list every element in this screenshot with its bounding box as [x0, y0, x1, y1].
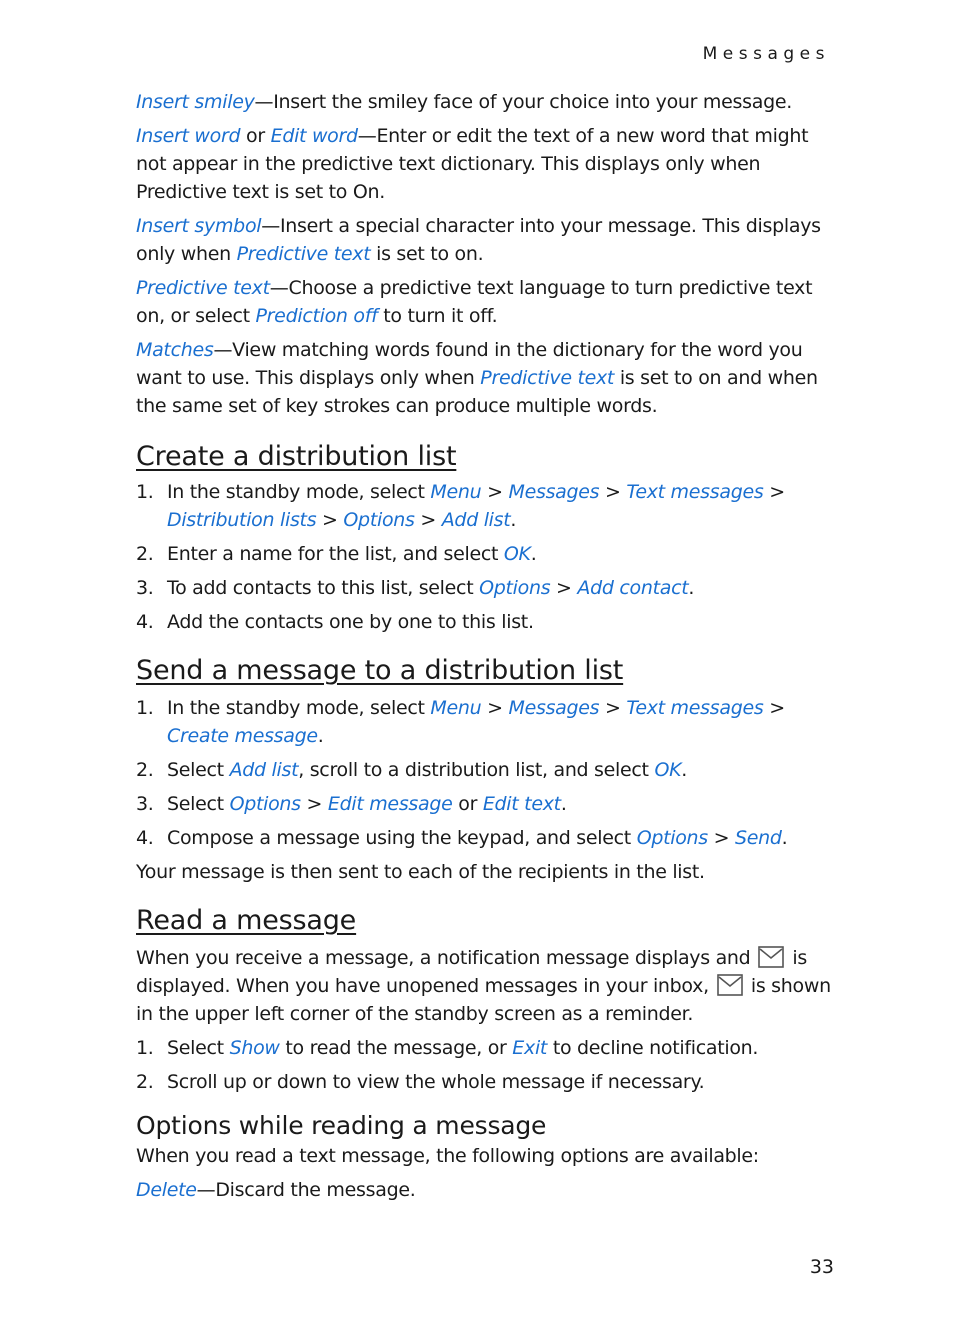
softkey-ok: OK [654, 759, 682, 781]
term-matches: Matches [136, 339, 214, 361]
menu-path-options: Options [479, 577, 551, 599]
page-content [136, 88, 834, 1210]
path-separator: > [414, 509, 442, 531]
option-description: —Insert a special character into your message. This displays only when [136, 215, 821, 265]
send-footer-text: Your message is then sent to each of the recipients in the list. [136, 861, 705, 883]
options-intro: When you read a text message, the following options are available: [136, 1145, 759, 1167]
path-separator: > [481, 481, 509, 503]
menu-path-options: Options [636, 827, 708, 849]
list-item [136, 478, 834, 534]
option-description-end: to turn it off. [377, 305, 498, 327]
path-separator: > [550, 577, 578, 599]
menu-path-messages: Messages [508, 481, 600, 503]
option-matches [136, 336, 834, 420]
term-insert-word: Insert word [136, 125, 241, 147]
option-description: —View matching words found in the dictionary for the word you want to use. This displays only when [136, 339, 803, 389]
menu-path-menu: Menu [430, 481, 482, 503]
list-item [136, 1034, 834, 1062]
step-text: Compose a message using the keypad, and select [167, 827, 637, 849]
menu-path-add-list: Add list [441, 509, 511, 531]
option-description: —Enter or edit the text of a new word that might not appear in the predictive text dictionary. This displays only when Predictive text is set to On. [136, 125, 809, 203]
menu-path-add-contact: Add contact [577, 577, 689, 599]
term-insert-symbol: Insert symbol [136, 215, 262, 237]
path-separator: > [481, 697, 509, 719]
term-prediction-off: Prediction off [255, 305, 378, 327]
list-item [136, 608, 834, 636]
step-text-end: . [781, 827, 788, 849]
step-text: To add contacts to this list, select [167, 577, 480, 599]
step-number: 4. [136, 827, 154, 849]
step-number: 3. [136, 793, 154, 815]
step-text: to read the message, or [279, 1037, 513, 1059]
softkey-ok: OK [503, 543, 531, 565]
option-description: —Discard the message. [196, 1179, 416, 1201]
step-number: 2. [136, 1071, 154, 1093]
path-separator: > [763, 481, 785, 503]
step-number: 2. [136, 759, 154, 781]
menu-path-send: Send [735, 827, 782, 849]
path-separator: > [599, 697, 627, 719]
read-steps-list [136, 1034, 834, 1096]
option-description: —Insert the smiley face of your choice into your message. [254, 91, 792, 113]
read-paragraph [136, 944, 834, 1028]
read-text: When you receive a message, a notification message displays and [136, 947, 751, 969]
option-description-end: is set to on and when the same set of key strokes can produce multiple words. [136, 367, 818, 417]
term-delete: Delete [136, 1179, 197, 1201]
menu-path-text-messages: Text messages [626, 697, 764, 719]
path-separator: > [300, 793, 328, 815]
step-number: 1. [136, 697, 154, 719]
step-text: Select [167, 759, 230, 781]
list-item [136, 824, 834, 852]
path-separator: > [599, 481, 627, 503]
softkey-show: Show [229, 1037, 280, 1059]
option-insert-smiley [136, 88, 834, 116]
list-item [136, 540, 834, 568]
step-number: 1. [136, 481, 154, 503]
step-text-end: . [688, 577, 695, 599]
step-number: 3. [136, 577, 154, 599]
menu-path-distribution-lists: Distribution lists [167, 509, 317, 531]
step-text: , scroll to a distribution list, and select [298, 759, 655, 781]
read-text: is displayed. When you have unopened messages in your inbox, [136, 947, 807, 997]
running-title: Messages [702, 44, 830, 64]
step-number: 4. [136, 611, 154, 633]
path-separator: > [763, 697, 785, 719]
menu-path-add-list: Add list [229, 759, 299, 781]
menu-path-create-message: Create message [167, 725, 318, 747]
menu-path-options: Options [343, 509, 415, 531]
step-text-end: . [510, 509, 517, 531]
list-item [136, 756, 834, 784]
term-predictive-text: Predictive text [236, 243, 371, 265]
term-edit-word: Edit word [270, 125, 358, 147]
create-steps-list [136, 478, 834, 636]
read-text: is shown in the upper left corner of the standby screen as a reminder. [136, 975, 831, 1025]
menu-path-menu: Menu [430, 697, 482, 719]
page-number: 33 [809, 1256, 834, 1278]
heading-options-while-reading: Options while reading a message [136, 1111, 547, 1140]
heading-create-distribution-list: Create a distribution list [136, 441, 457, 472]
menu-path-options: Options [229, 793, 301, 815]
path-separator: > [316, 509, 344, 531]
option-insert-symbol [136, 212, 834, 268]
step-text-end: . [317, 725, 324, 747]
step-text: Add the contacts one by one to this list. [167, 611, 534, 633]
list-item [136, 1068, 834, 1096]
step-text: Select [167, 793, 230, 815]
term-predictive-text: Predictive text [480, 367, 615, 389]
menu-path-messages: Messages [508, 697, 600, 719]
step-text: Select [167, 1037, 230, 1059]
connector-text: or [452, 793, 483, 815]
step-text-end: to decline notification. [547, 1037, 759, 1059]
option-description: —Choose a predictive text language to turn predictive text on, or select [136, 277, 813, 327]
envelope-icon [717, 974, 743, 996]
heading-send-to-distribution-list: Send a message to a distribution list [136, 655, 624, 686]
connector-text: or [240, 125, 271, 147]
list-item [136, 574, 834, 602]
option-predictive-text [136, 274, 834, 330]
envelope-icon [758, 946, 784, 968]
step-text-end: . [560, 793, 567, 815]
list-item [136, 694, 834, 750]
step-text: In the standby mode, select [167, 481, 431, 503]
menu-path-edit-text: Edit text [482, 793, 561, 815]
option-delete [136, 1176, 834, 1204]
menu-path-edit-message: Edit message [327, 793, 453, 815]
term-predictive-text: Predictive text [136, 277, 270, 299]
step-text-end: . [530, 543, 537, 565]
step-text: Enter a name for the list, and select [167, 543, 504, 565]
list-item [136, 790, 834, 818]
heading-read-a-message: Read a message [136, 905, 357, 936]
send-steps-list [136, 694, 834, 852]
menu-path-text-messages: Text messages [626, 481, 764, 503]
step-text: Scroll up or down to view the whole message if necessary. [167, 1071, 705, 1093]
option-insert-word [136, 122, 834, 206]
term-insert-smiley: Insert smiley [136, 91, 255, 113]
step-number: 1. [136, 1037, 154, 1059]
path-separator: > [707, 827, 736, 849]
step-text-end: . [681, 759, 688, 781]
softkey-exit: Exit [512, 1037, 548, 1059]
step-number: 2. [136, 543, 154, 565]
step-text: In the standby mode, select [167, 697, 431, 719]
option-description-end: is set to on. [370, 243, 484, 265]
